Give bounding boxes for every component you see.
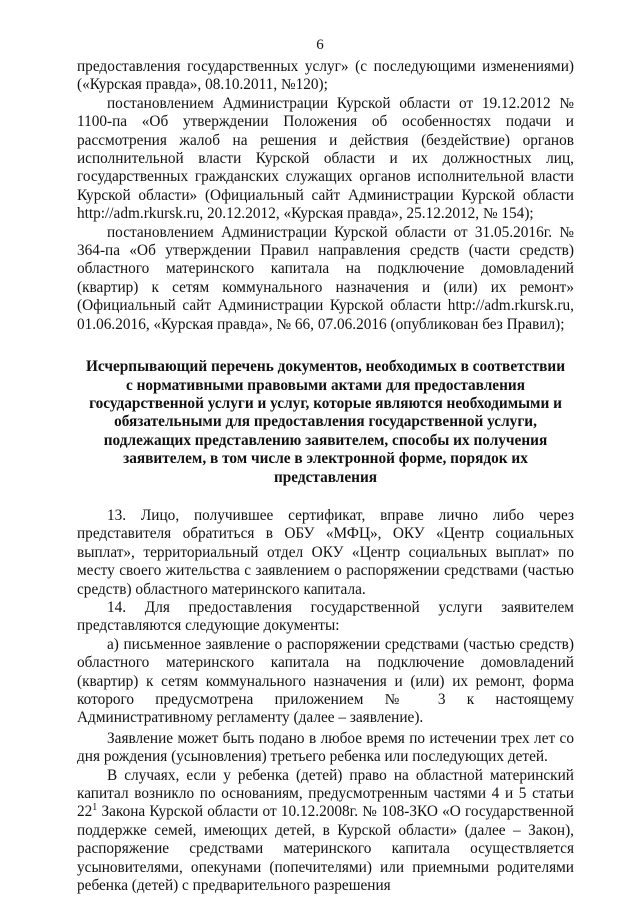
paragraph-resolution-364: постановлением Администрации Курской области от 31.05.2016г. № 364-па «Об утверждении Правил направления средств (части средств) областного материнского капитала на подключение домовладений (квартир) к сетям коммунального назначения и (или) их ремонт» (Официальный сайт Администрации Курской области http://adm.rkursk.ru, 01.06.2016, «Курская правда», № 66, 07.06.2016 (опубликован без Правил); [77,223,574,333]
paragraph-14a: а) письменное заявление о распоряжении средствами (частью средств) областного материнского капитала на подключение домовладений (квартир) к сетям коммунального назначения и (или) их ремонт, форма которого предусмотрена приложением № 3 к настоящему Административному регламенту (далее – заявление). [77,635,574,727]
page-number: 6 [316,37,324,53]
paragraph-cases [77,767,574,896]
document-body [77,58,574,895]
paragraph-resolution-1100: постановлением Администрации Курской области от 19.12.2012 № 1100-па «Об утверждении Положения об особенностях подачи и рассмотрения жалоб на решения и действия (бездействие) органов исполнительной власти Курской области и их должностных лиц, государственных гражданских служащих органов исполнительной власти Курской области» (Официальный сайт Администрации Курской области http://adm.rkursk.ru, 20.12.2012, «Курская правда», 25.12.2012, № 154); [77,94,574,223]
article-superscript: 1 [92,802,98,814]
paragraph-cases-part1: В случаях, если у ребенка (детей) право на областной материнский капитал возникло по основаниям, предусмотренным частями 4 и 5 статьи 22 [77,766,574,821]
section-heading [85,358,566,487]
paragraph-14: 14. Для предоставления государственной услуги заявителем представляются следующие документы: [77,598,574,635]
paragraph-application-time: Заявление может быть подано в любое время по истечении трех лет со дня рождения (усыновления) третьего ребенка или последующих детей. [77,729,574,766]
paragraph-cases-part2: Закона Курской области от 10.12.2008г. № 108-ЗКО «О государственной поддержке семей, имеющих детей, в Курской области» (далее – Закон), распоряжение средствами материнского капитала осуществляется усыновителями, опекунами (попечителями) или приемными родителями ребенка (детей) с предварительного разрешения [77,803,574,895]
section-heading-text: Исчерпывающий перечень документов, необходимых в соответствии с нормативными правовыми актами для предоставления государственной услуги и услуг, которые являются необходимыми и обязательными для предоставления государственной услуги, подлежащих представлению заявителем, способы их получения заявителем, в том числе в электронной форме, порядок их представления [85,358,566,486]
paragraph-continuation: предоставления государственных услуг» (с последующими изменениями) («Курская правда», 08.10.2011, №120); [77,58,574,94]
paragraph-13: 13. Лицо, получившее сертификат, вправе лично либо через представителя обратиться в ОБУ «МФЦ», ОКУ «Центр социальных выплат», территориальный отдел ОКУ «Центр социальных выплат» по месту своего жительства с заявлением о распоряжении средствами (частью средств) областного материнского капитала. [77,506,574,598]
